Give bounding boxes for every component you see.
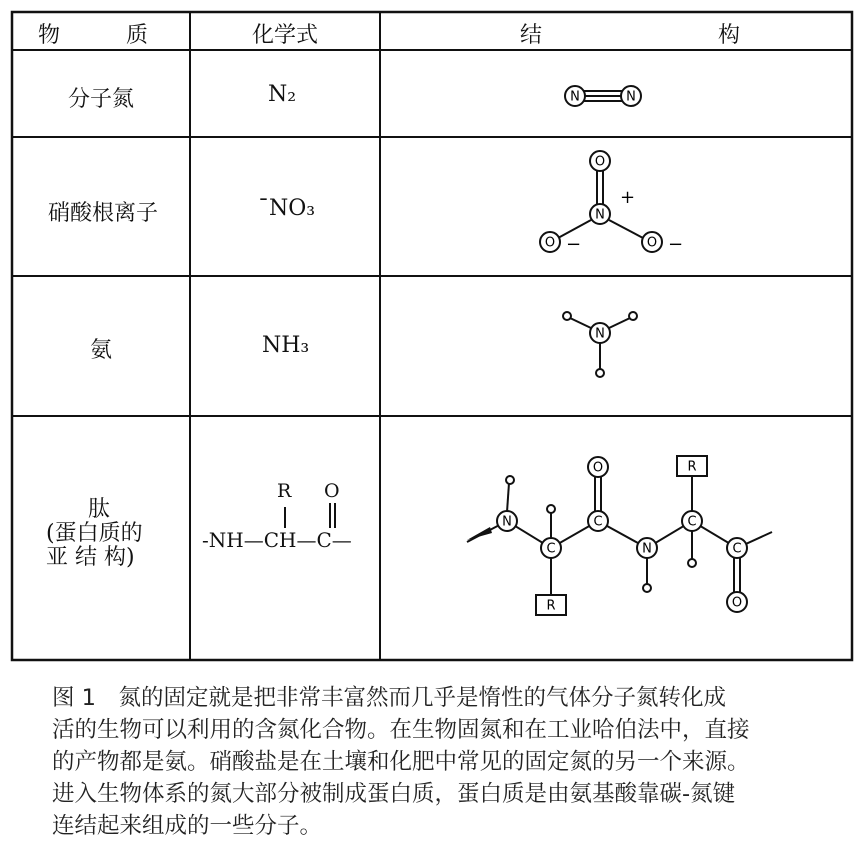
row-name-nitrogen: 分子氮	[68, 87, 135, 112]
atom-label: N	[595, 326, 605, 342]
header-formula: 化学式	[252, 23, 319, 48]
atom-label: N	[502, 514, 512, 530]
negative-charge: −	[566, 234, 582, 255]
atom-label: O	[646, 235, 658, 251]
hydrogen-atom	[688, 559, 696, 567]
peptide-structure	[467, 456, 772, 615]
figure-caption	[52, 682, 842, 842]
atom-label: C	[687, 514, 697, 530]
row-name-nitrate: 硝酸根离子	[48, 201, 159, 226]
caption-line: 连结起来组成的一些分子。	[52, 813, 323, 839]
caption-line: 进入生物体系的氮大部分被制成蛋白质，蛋白质是由氨基酸靠碳-氮键	[52, 781, 736, 807]
row-name-peptide: 肽	[88, 497, 111, 522]
hydrogen-atom	[547, 505, 555, 513]
negative-charge: −	[668, 234, 684, 255]
nitrate-structure	[540, 151, 683, 255]
row-name-peptide-sub2: 亚 结 构)	[46, 545, 135, 570]
header-structure: 结 构	[520, 23, 741, 48]
atom-label: C	[732, 541, 742, 557]
hydrogen-atom	[643, 584, 651, 592]
n2-structure	[565, 86, 641, 106]
row-formula-nh3: NH₃	[262, 333, 310, 358]
header-substance: 物 质	[38, 23, 149, 48]
peptide-o-label: O	[324, 480, 340, 502]
row-formula-peptide: -NH—CH—C—	[202, 528, 352, 552]
positive-charge: +	[620, 187, 636, 208]
atom-label: O	[544, 235, 556, 251]
peptide-r-label: R	[277, 480, 292, 502]
table-border	[12, 12, 852, 660]
atom-label: N	[642, 541, 652, 557]
r-group-label: R	[687, 459, 697, 475]
atom-label: C	[593, 514, 603, 530]
atom-label: N	[595, 207, 605, 223]
atom-label: N	[626, 89, 636, 105]
r-group-label: R	[546, 598, 556, 614]
caption-line: 图 1 氮的固定就是把非常丰富然而几乎是惰性的气体分子氮转化成	[52, 685, 726, 711]
hydrogen-atom	[629, 312, 637, 320]
row-formula-no3: ˉNO₃	[258, 196, 316, 221]
atom-label: O	[731, 595, 743, 611]
atom-label: C	[546, 541, 556, 557]
caption-line: 活的生物可以利用的含氮化合物。在生物固氮和在工业哈伯法中，直接	[52, 717, 750, 743]
atom-label: O	[592, 460, 604, 476]
row-formula-n2: N₂	[268, 82, 297, 107]
atom-label: O	[594, 154, 606, 170]
atom-label: N	[570, 89, 580, 105]
caption-line: 的产物都是氨。硝酸盐是在土壤和化肥中常见的固定氮的另一个来源。	[52, 749, 750, 775]
hydrogen-atom	[563, 312, 571, 320]
ammonia-structure	[563, 312, 637, 377]
hydrogen-atom	[596, 369, 604, 377]
peptide-formula-bonds	[285, 503, 335, 528]
row-name-peptide-sub1: (蛋白质的	[46, 521, 143, 546]
hydrogen-atom	[506, 476, 514, 484]
row-name-ammonia: 氨	[90, 338, 113, 363]
